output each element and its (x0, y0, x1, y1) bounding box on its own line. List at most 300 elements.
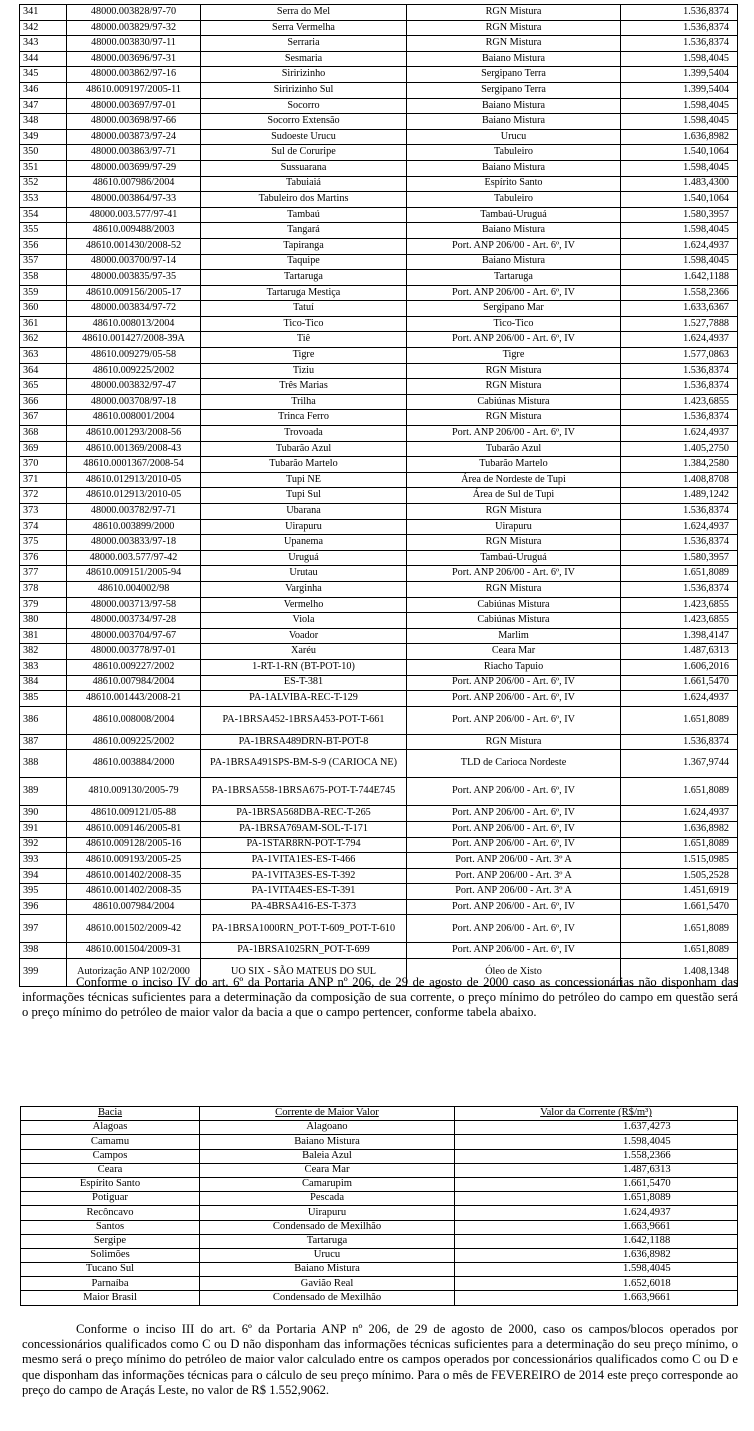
field-field-name: PA-1VITA3ES-ES-T-392 (201, 868, 407, 884)
field-field-name: Trovoada (201, 426, 407, 442)
field-row-number: 396 (20, 899, 67, 915)
field-row (20, 223, 738, 239)
field-process-number: 48610.009121/05-88 (67, 806, 201, 822)
field-field-name: Tartaruga (201, 270, 407, 286)
basin-name: Tucano Sul (21, 1263, 200, 1277)
field-process-number: 48000.003708/97-18 (67, 394, 201, 410)
field-reference-stream: Sergipano Terra (407, 67, 621, 83)
field-row (20, 706, 738, 734)
field-field-name: Tapiranga (201, 238, 407, 254)
field-field-name: Xaréu (201, 644, 407, 660)
basin-row (21, 1277, 738, 1291)
field-reference-stream: Port. ANP 206/00 - Art. 6º, IV (407, 899, 621, 915)
field-row (20, 659, 738, 675)
field-process-number: 48610.009151/2005-94 (67, 566, 201, 582)
field-price-value: 1.636,8982 (621, 129, 738, 145)
field-row (20, 899, 738, 915)
field-row (20, 734, 738, 750)
field-price-value: 1.423,6855 (621, 613, 738, 629)
paragraph-inciso-iv (22, 975, 738, 1021)
field-row-number: 382 (20, 644, 67, 660)
field-reference-stream: Tartaruga (407, 270, 621, 286)
field-price-value: 1.408,1348 (621, 959, 738, 987)
field-process-number: 48610.009225/2002 (67, 363, 201, 379)
field-process-number: 48610.009279/05-58 (67, 348, 201, 364)
field-process-number: 48610.001369/2008-43 (67, 441, 201, 457)
field-field-name: ES-T-381 (201, 675, 407, 691)
field-row-number: 389 (20, 778, 67, 806)
field-row-number: 346 (20, 82, 67, 98)
field-reference-stream: Tubarão Martelo (407, 457, 621, 473)
basin-name: Santos (21, 1220, 200, 1234)
basin-row (21, 1220, 738, 1234)
field-field-name: PA-1ALVIBA-REC-T-129 (201, 691, 407, 707)
field-reference-stream: Port. ANP 206/00 - Art. 3º A (407, 853, 621, 869)
field-row-number: 350 (20, 145, 67, 161)
field-price-value: 1.536,8374 (621, 363, 738, 379)
field-row (20, 457, 738, 473)
basin-stream: Urucu (200, 1248, 455, 1262)
field-field-name: Sussuarana (201, 160, 407, 176)
field-row (20, 332, 738, 348)
basin-value: 1.598,4045 (455, 1263, 738, 1277)
field-row (20, 67, 738, 83)
basin-stream: Ceara Mar (200, 1163, 455, 1177)
field-field-name: Tartaruga Mestiça (201, 285, 407, 301)
field-field-name: PA-1BRSA1000RN_POT-T-609_POT-T-610 (201, 915, 407, 943)
field-row-number: 363 (20, 348, 67, 364)
field-reference-stream: RGN Mistura (407, 379, 621, 395)
field-row-number: 374 (20, 519, 67, 535)
field-reference-stream: Port. ANP 206/00 - Art. 6º, IV (407, 566, 621, 582)
field-row-number: 349 (20, 129, 67, 145)
field-row-number: 348 (20, 114, 67, 130)
field-row (20, 394, 738, 410)
field-process-number: Autorização ANP 102/2000 (67, 959, 201, 987)
field-row (20, 145, 738, 161)
field-reference-stream: RGN Mistura (407, 410, 621, 426)
field-process-number: 48000.003697/97-01 (67, 98, 201, 114)
field-process-number: 48000.003862/97-16 (67, 67, 201, 83)
field-reference-stream: Port. ANP 206/00 - Art. 6º, IV (407, 285, 621, 301)
field-row-number: 395 (20, 884, 67, 900)
basin-name: Sergipe (21, 1234, 200, 1248)
field-row-number: 352 (20, 176, 67, 192)
field-price-value: 1.598,4045 (621, 223, 738, 239)
field-process-number: 48000.003696/97-31 (67, 51, 201, 67)
field-row-number: 362 (20, 332, 67, 348)
field-row (20, 129, 738, 145)
field-row (20, 504, 738, 520)
field-process-number: 48000.003828/97-70 (67, 5, 201, 21)
field-field-name: Tatuí (201, 301, 407, 317)
field-reference-stream: Uirapuru (407, 519, 621, 535)
basin-value: 1.598,4045 (455, 1135, 738, 1149)
field-price-value: 1.423,6855 (621, 597, 738, 613)
field-price-value: 1.633,6367 (621, 301, 738, 317)
field-reference-stream: Port. ANP 206/00 - Art. 6º, IV (407, 943, 621, 959)
field-row-number: 398 (20, 943, 67, 959)
field-price-value: 1.598,4045 (621, 114, 738, 130)
basin-value: 1.637,4273 (455, 1121, 738, 1135)
field-process-number: 48610.001504/2009-31 (67, 943, 201, 959)
basin-stream: Gavião Real (200, 1277, 455, 1291)
field-field-name: PA-1BRSA769AM-SOL-T-171 (201, 821, 407, 837)
field-row-number: 357 (20, 254, 67, 270)
field-field-name: Ubarana (201, 504, 407, 520)
field-field-name: Taquipe (201, 254, 407, 270)
field-row (20, 488, 738, 504)
field-process-number: 48610.003884/2000 (67, 750, 201, 778)
basin-name: Alagoas (21, 1121, 200, 1135)
field-row (20, 379, 738, 395)
field-row-number: 379 (20, 597, 67, 613)
field-row-number: 380 (20, 613, 67, 629)
field-reference-stream: RGN Mistura (407, 363, 621, 379)
field-reference-stream: Port. ANP 206/00 - Art. 6º, IV (407, 806, 621, 822)
field-row-number: 365 (20, 379, 67, 395)
field-price-value: 1.527,7888 (621, 316, 738, 332)
field-field-name: Urutau (201, 566, 407, 582)
basin-row (21, 1163, 738, 1177)
field-row-number: 391 (20, 821, 67, 837)
field-field-name: Tupi NE (201, 472, 407, 488)
field-row (20, 160, 738, 176)
field-price-value: 1.398,4147 (621, 628, 738, 644)
field-field-name: Sesmaria (201, 51, 407, 67)
basin-name: Camamu (21, 1135, 200, 1149)
field-price-value: 1.598,4045 (621, 254, 738, 270)
basin-table-body (21, 1121, 738, 1305)
field-field-name: Socorro Extensão (201, 114, 407, 130)
field-row-number: 353 (20, 192, 67, 208)
field-reference-stream: Baiano Mistura (407, 254, 621, 270)
field-price-value: 1.408,8708 (621, 472, 738, 488)
field-field-name: PA-1BRSA558-1BRSA675-POT-T-744E745 (201, 778, 407, 806)
field-field-name: Voador (201, 628, 407, 644)
basin-stream: Tartaruga (200, 1234, 455, 1248)
field-row (20, 806, 738, 822)
field-reference-stream: RGN Mistura (407, 581, 621, 597)
paragraph-inciso-iii (22, 1322, 738, 1398)
field-price-value: 1.405,2750 (621, 441, 738, 457)
field-process-number: 48000.003778/97-01 (67, 644, 201, 660)
field-field-name: Trinca Ferro (201, 410, 407, 426)
field-row-number: 351 (20, 160, 67, 176)
field-price-value: 1.624,4937 (621, 426, 738, 442)
field-reference-stream: RGN Mistura (407, 734, 621, 750)
field-process-number: 48000.003782/97-71 (67, 504, 201, 520)
field-price-value: 1.580,3957 (621, 207, 738, 223)
field-price-value: 1.598,4045 (621, 51, 738, 67)
basin-stream: Alagoano (200, 1121, 455, 1135)
field-reference-stream: Sergipano Mar (407, 301, 621, 317)
basin-row (21, 1291, 738, 1305)
field-process-number: 48000.003698/97-66 (67, 114, 201, 130)
field-reference-stream: Port. ANP 206/00 - Art. 6º, IV (407, 837, 621, 853)
field-field-name: PA-1VITA4ES-ES-T-391 (201, 884, 407, 900)
field-row-number: 342 (20, 20, 67, 36)
field-row (20, 363, 738, 379)
field-process-number: 48000.003834/97-72 (67, 301, 201, 317)
field-row-number: 356 (20, 238, 67, 254)
field-process-number: 48000.003830/97-11 (67, 36, 201, 52)
field-process-number: 48000.003829/97-32 (67, 20, 201, 36)
field-row-number: 383 (20, 659, 67, 675)
basin-row (21, 1248, 738, 1262)
field-row (20, 821, 738, 837)
field-process-number: 48610.009128/2005-16 (67, 837, 201, 853)
field-row (20, 535, 738, 551)
field-process-number: 48000.003700/97-14 (67, 254, 201, 270)
field-field-name: Sudoeste Urucu (201, 129, 407, 145)
field-row-number: 375 (20, 535, 67, 551)
field-price-value: 1.536,8374 (621, 379, 738, 395)
field-field-name: PA-1STAR8RN-POT-T-794 (201, 837, 407, 853)
basin-stream: Condensado de Mexilhão (200, 1220, 455, 1234)
field-process-number: 48000.003863/97-71 (67, 145, 201, 161)
field-reference-stream: Port. ANP 206/00 - Art. 6º, IV (407, 821, 621, 837)
field-field-name: Uirapuru (201, 519, 407, 535)
basin-header-valor: Valor da Corrente (R$/m³) (455, 1107, 738, 1121)
field-row (20, 410, 738, 426)
basin-row (21, 1135, 738, 1149)
field-row-number: 371 (20, 472, 67, 488)
field-process-number: 48610.008013/2004 (67, 316, 201, 332)
basin-value: 1.652,6018 (455, 1277, 738, 1291)
field-reference-stream: Cabiúnas Mistura (407, 613, 621, 629)
basin-name: Campos (21, 1149, 200, 1163)
field-process-number: 48610.012913/2010-05 (67, 488, 201, 504)
basin-value: 1.642,1188 (455, 1234, 738, 1248)
field-row-number: 378 (20, 581, 67, 597)
field-reference-stream: Baiano Mistura (407, 160, 621, 176)
field-row-number: 355 (20, 223, 67, 239)
field-price-value: 1.651,8089 (621, 837, 738, 853)
field-row (20, 348, 738, 364)
field-reference-stream: Ceara Mar (407, 644, 621, 660)
basin-stream: Baiano Mistura (200, 1135, 455, 1149)
field-reference-stream: Cabiúnas Mistura (407, 597, 621, 613)
field-field-name: UO SIX - SÃO MATEUS DO SUL (201, 959, 407, 987)
field-process-number: 48610.001502/2009-42 (67, 915, 201, 943)
field-row-number: 394 (20, 868, 67, 884)
field-field-name: PA-1BRSA568DBA-REC-T-265 (201, 806, 407, 822)
field-row-number: 388 (20, 750, 67, 778)
field-row-number: 367 (20, 410, 67, 426)
basin-value: 1.663,9661 (455, 1220, 738, 1234)
field-reference-stream: Espírito Santo (407, 176, 621, 192)
field-process-number: 48000.003864/97-33 (67, 192, 201, 208)
field-row (20, 82, 738, 98)
field-price-value: 1.536,8374 (621, 410, 738, 426)
field-reference-stream: Port. ANP 206/00 - Art. 6º, IV (407, 238, 621, 254)
field-row (20, 114, 738, 130)
field-field-name: Vermelho (201, 597, 407, 613)
field-process-number: 48610.009488/2003 (67, 223, 201, 239)
field-field-name: Serraria (201, 36, 407, 52)
field-price-value: 1.384,2580 (621, 457, 738, 473)
field-row (20, 915, 738, 943)
field-field-name: Sul de Coruripe (201, 145, 407, 161)
field-reference-stream: Port. ANP 206/00 - Art. 6º, IV (407, 691, 621, 707)
field-reference-stream: Riacho Tapuio (407, 659, 621, 675)
field-price-value: 1.651,8089 (621, 706, 738, 734)
field-process-number: 48000.003713/97-58 (67, 597, 201, 613)
field-process-number: 48610.009156/2005-17 (67, 285, 201, 301)
field-price-value: 1.451,6919 (621, 884, 738, 900)
basin-stream: Camarupim (200, 1177, 455, 1191)
paragraph-inciso-iii-text: Conforme o inciso III do art. 6º da Portaria ANP nº 206, de 29 de agosto de 2000, caso os campos/blocos operados por concessionários qualificados como C ou D não disponham das informações técnicas suficientes para a determinação do seu preço mínimo, o mesmo será o preço mínimo do petróleo de maior valor calculado entre os campos operados por concessionários qualificados como C ou D e que disponham das informações técnicas para o cálculo de seu preço mínimo. Para o mês de FEVEREIRO de 2014 este preço corresponde ao preço do campo de Araçás Leste, no valor de R$ 1.552,9062. (22, 1322, 738, 1397)
field-reference-stream: Tico-Tico (407, 316, 621, 332)
field-process-number: 48610.007984/2004 (67, 899, 201, 915)
field-reference-stream: Port. ANP 206/00 - Art. 6º, IV (407, 778, 621, 806)
field-reference-stream: RGN Mistura (407, 535, 621, 551)
basin-row (21, 1149, 738, 1163)
field-field-name: Tangará (201, 223, 407, 239)
field-row (20, 301, 738, 317)
basin-value: 1.487,6313 (455, 1163, 738, 1177)
field-field-name: Serra Vermelha (201, 20, 407, 36)
field-reference-stream: Sergipano Terra (407, 82, 621, 98)
field-price-value: 1.598,4045 (621, 98, 738, 114)
field-process-number: 48000.003.577/97-41 (67, 207, 201, 223)
field-row (20, 581, 738, 597)
field-price-value: 1.540,1064 (621, 192, 738, 208)
field-field-name: PA-1BRSA1025RN_POT-T-699 (201, 943, 407, 959)
field-row (20, 628, 738, 644)
field-process-number: 48000.003699/97-29 (67, 160, 201, 176)
field-field-name: Tabuiaiá (201, 176, 407, 192)
field-row-number: 393 (20, 853, 67, 869)
field-field-name: Serra do Mel (201, 5, 407, 21)
field-field-name: Tubarão Martelo (201, 457, 407, 473)
field-reference-stream: Baiano Mistura (407, 51, 621, 67)
field-process-number: 48000.003833/97-18 (67, 535, 201, 551)
field-process-number: 48000.003832/97-47 (67, 379, 201, 395)
field-reference-stream: RGN Mistura (407, 20, 621, 36)
field-row (20, 613, 738, 629)
field-process-number: 48610.008008/2004 (67, 706, 201, 734)
field-process-number: 48610.009193/2005-25 (67, 853, 201, 869)
basin-stream: Pescada (200, 1192, 455, 1206)
basin-value: 1.651,8089 (455, 1192, 738, 1206)
basin-name: Maior Brasil (21, 1291, 200, 1305)
field-reference-stream: Óleo de Xisto (407, 959, 621, 987)
basin-max-value-table (20, 1106, 738, 1306)
field-row-number: 345 (20, 67, 67, 83)
field-price-value: 1.661,5470 (621, 899, 738, 915)
field-price-value: 1.624,4937 (621, 519, 738, 535)
field-row (20, 207, 738, 223)
field-process-number: 48000.003.577/97-42 (67, 550, 201, 566)
field-price-value: 1.487,6313 (621, 644, 738, 660)
field-row (20, 98, 738, 114)
field-row (20, 51, 738, 67)
field-field-name: PA-1BRSA452-1BRSA453-POT-T-661 (201, 706, 407, 734)
basin-stream: Condensado de Mexilhão (200, 1291, 455, 1305)
basin-name: Recôncavo (21, 1206, 200, 1220)
field-reference-stream: Tubarão Azul (407, 441, 621, 457)
field-row (20, 5, 738, 21)
field-field-name: Trilha (201, 394, 407, 410)
field-reference-stream: Marlim (407, 628, 621, 644)
field-field-name: PA-4BRSA416-ES-T-373 (201, 899, 407, 915)
field-field-name: 1-RT-1-RN (BT-POT-10) (201, 659, 407, 675)
field-process-number: 48610.001443/2008-21 (67, 691, 201, 707)
field-field-name: Tubarão Azul (201, 441, 407, 457)
field-field-name: PA-1VITA1ES-ES-T-466 (201, 853, 407, 869)
field-field-name: Varginha (201, 581, 407, 597)
field-price-value: 1.598,4045 (621, 160, 738, 176)
field-row-number: 344 (20, 51, 67, 67)
field-process-number: 48610.009225/2002 (67, 734, 201, 750)
field-process-number: 4810.009130/2005-79 (67, 778, 201, 806)
field-reference-stream: Baiano Mistura (407, 98, 621, 114)
field-reference-stream: Port. ANP 206/00 - Art. 6º, IV (407, 426, 621, 442)
field-price-value: 1.636,8982 (621, 821, 738, 837)
basin-header-bacia: Bacia (21, 1107, 200, 1121)
basin-name: Solimões (21, 1248, 200, 1262)
field-row (20, 884, 738, 900)
field-row (20, 868, 738, 884)
field-row-number: 373 (20, 504, 67, 520)
field-price-value: 1.651,8089 (621, 566, 738, 582)
basin-value: 1.636,8982 (455, 1248, 738, 1262)
field-row-number: 354 (20, 207, 67, 223)
field-price-value: 1.651,8089 (621, 778, 738, 806)
field-price-value: 1.661,5470 (621, 675, 738, 691)
basin-table-header-row (21, 1107, 738, 1121)
field-row (20, 426, 738, 442)
basin-row (21, 1263, 738, 1277)
field-reference-stream: RGN Mistura (407, 36, 621, 52)
field-reference-stream: Baiano Mistura (407, 114, 621, 130)
basin-name: Espírito Santo (21, 1177, 200, 1191)
basin-stream: Baleia Azul (200, 1149, 455, 1163)
field-reference-stream: RGN Mistura (407, 5, 621, 21)
field-row-number: 343 (20, 36, 67, 52)
field-process-number: 48610.009146/2005-81 (67, 821, 201, 837)
field-row (20, 20, 738, 36)
field-row (20, 597, 738, 613)
field-price-value: 1.536,8374 (621, 535, 738, 551)
field-row (20, 285, 738, 301)
field-row-number: 372 (20, 488, 67, 504)
field-price-value: 1.624,4937 (621, 238, 738, 254)
field-row (20, 566, 738, 582)
basin-name: Parnaíba (21, 1277, 200, 1291)
field-reference-stream: Port. ANP 206/00 - Art. 3º A (407, 868, 621, 884)
field-row (20, 472, 738, 488)
field-row-number: 376 (20, 550, 67, 566)
field-row (20, 441, 738, 457)
field-price-value: 1.577,0863 (621, 348, 738, 364)
field-field-name: Viola (201, 613, 407, 629)
field-row-number: 377 (20, 566, 67, 582)
field-row-number: 390 (20, 806, 67, 822)
field-row (20, 254, 738, 270)
field-reference-stream: Port. ANP 206/00 - Art. 6º, IV (407, 675, 621, 691)
fields-price-table (19, 4, 738, 987)
field-reference-stream: Port. ANP 206/00 - Art. 3º A (407, 884, 621, 900)
field-process-number: 48610.001427/2008-39A (67, 332, 201, 348)
field-process-number: 48610.003899/2000 (67, 519, 201, 535)
field-reference-stream: Área de Nordeste de Tupi (407, 472, 621, 488)
basin-value: 1.663,9661 (455, 1291, 738, 1305)
field-row-number: 347 (20, 98, 67, 114)
field-reference-stream: Port. ANP 206/00 - Art. 6º, IV (407, 915, 621, 943)
